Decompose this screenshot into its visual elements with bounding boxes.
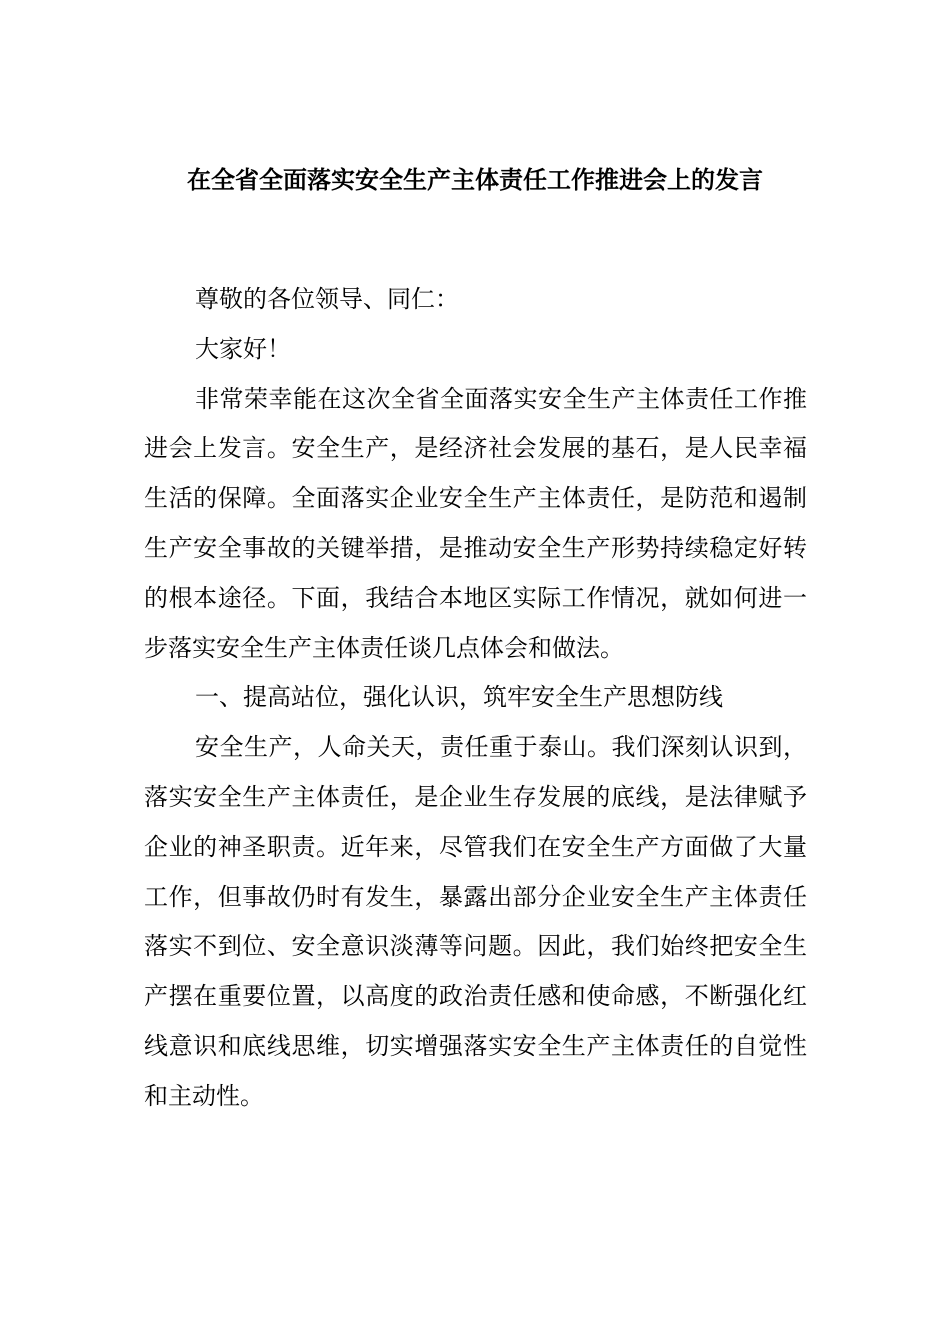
section-1-paragraph: 安全生产，人命关天，责任重于泰山。我们深刻认识到，落实安全生产主体责任，是企业生存发展的底线，是法律赋予企业的神圣职责。近年来，尽管我们在安全生产方面做了大量工作，但事故仍时有发生，暴露出部分企业安全生产主体责任落实不到位、安全意识淡薄等问题。因此，我们始终把安全生产摆在重要位置，以高度的政治责任感和使命感，不断强化红线意识和底线思维，切实增强落实安全生产主体责任的自觉性和主动性。 (144, 733, 807, 1110)
greeting: 大家好！ (195, 334, 291, 363)
document-body (144, 275, 807, 1122)
salutation: 尊敬的各位领导、同仁： (195, 285, 459, 313)
section-heading-1: 一、提高站位，强化认识，筑牢安全生产思想防线 (195, 683, 723, 712)
document-title: 在全省全面落实安全生产主体责任工作推进会上的发言 (187, 166, 763, 194)
intro-paragraph: 非常荣幸能在这次全省全面落实安全生产主体责任工作推进会上发言。安全生产，是经济社会发展的基石，是人民幸福生活的保障。全面落实企业安全生产主体责任，是防范和遏制生产安全事故的关键举措，是推动安全生产形势持续稳定好转的根本途径。下面，我结合本地区实际工作情况，就如何进一步落实安全生产主体责任谈几点体会和做法。 (144, 384, 807, 662)
